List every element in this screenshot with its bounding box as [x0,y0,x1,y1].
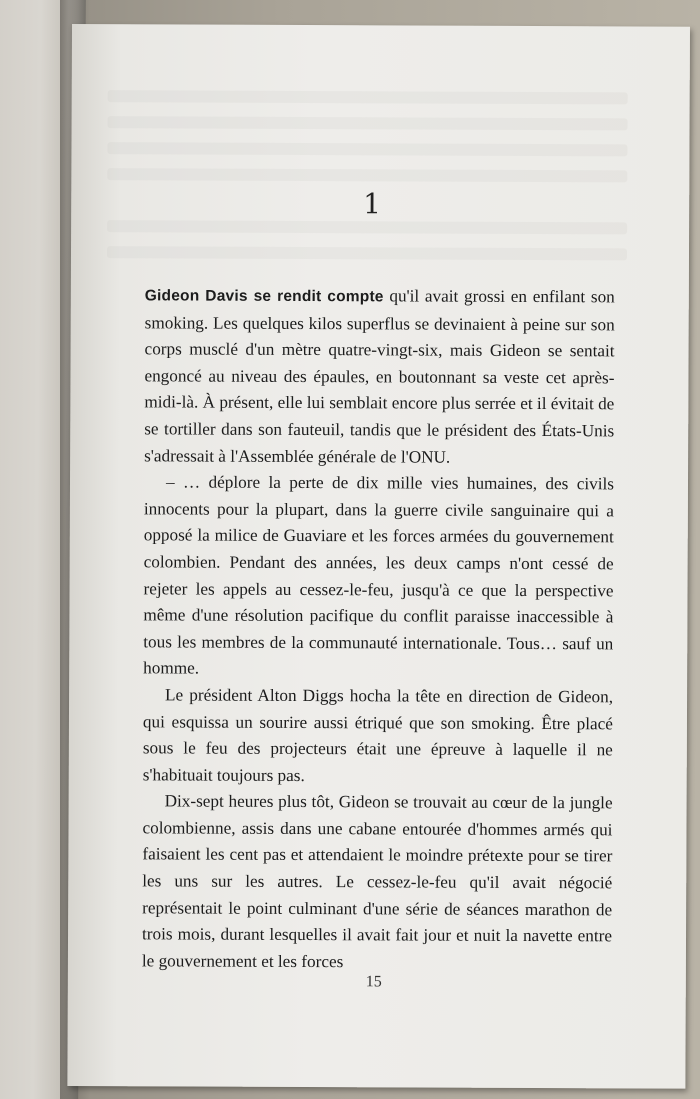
paragraph: Le président Alton Diggs hocha la tête en direction de Gideon, qui esquissa un sourire aussi étriqué que son smoking. Être placé sous le feu des projecteurs était une épreuve à laquelle il ne s'habituait toujours pas. [142,685,614,785]
paragraph: – … déplore la perte de dix mille vies humaines, des civils innocents pour la plupart, dans la guerre civile sanguinaire qui a opposé la milice de Guaviare et les forces armées du gouvernement colombien. Pendant des années, les deux camps n'ont cessé de rejeter les appels au cessez-le-feu, jusqu'à ce que la perspective même d'une résolution pacifique du conflit paraisse inaccessible à tous les membres de la communauté internationale. Tous… sauf un homme. [143,472,615,678]
show-through-line [107,142,627,156]
page-number: 15 [365,973,382,991]
show-through-line [108,90,628,104]
show-through-line [107,246,627,260]
paragraph: Dix-sept heures plus tôt, Gideon se trouvait au cœur de la jungle colombienne, assis dans une cabane entourée d'hommes armés qui faisaient les cent pas et attendaient le moindre prétexte pour se tirer les uns sur les autres. Le cessez-le-feu qu'il avait négocié représentait le point culminant d'une série de séances marathon de trois mois, durant lesquelles il avait fait jour et nuit la navette entre le gouvernement et les forces [141,791,613,972]
book-page [67,24,690,1089]
lead-in-text: Gideon Davis se rendit compte [144,287,384,306]
show-through-line [107,220,627,234]
show-through-line [108,116,628,130]
chapter-body [142,282,615,976]
opening-text: qu'il avait grossi en enfilant son smoking. Les quelques kilos superflus se devinaient à peine sur son corps musclé d'un mètre quatre-vingt-six, mais Gideon se sentait engoncé au niveau des épaules, en boutonnant sa veste cet après-midi-là. À présent, elle lui semblait encore plus serrée et il évitait de se tortiller dans son fauteuil, tandis que le président des États-Unis s'adressait à l'Assemblée générale de l'ONU. [144,286,615,467]
chapter-number: 1 [363,187,382,221]
show-through-line [107,168,627,182]
opening-paragraph [144,282,615,471]
